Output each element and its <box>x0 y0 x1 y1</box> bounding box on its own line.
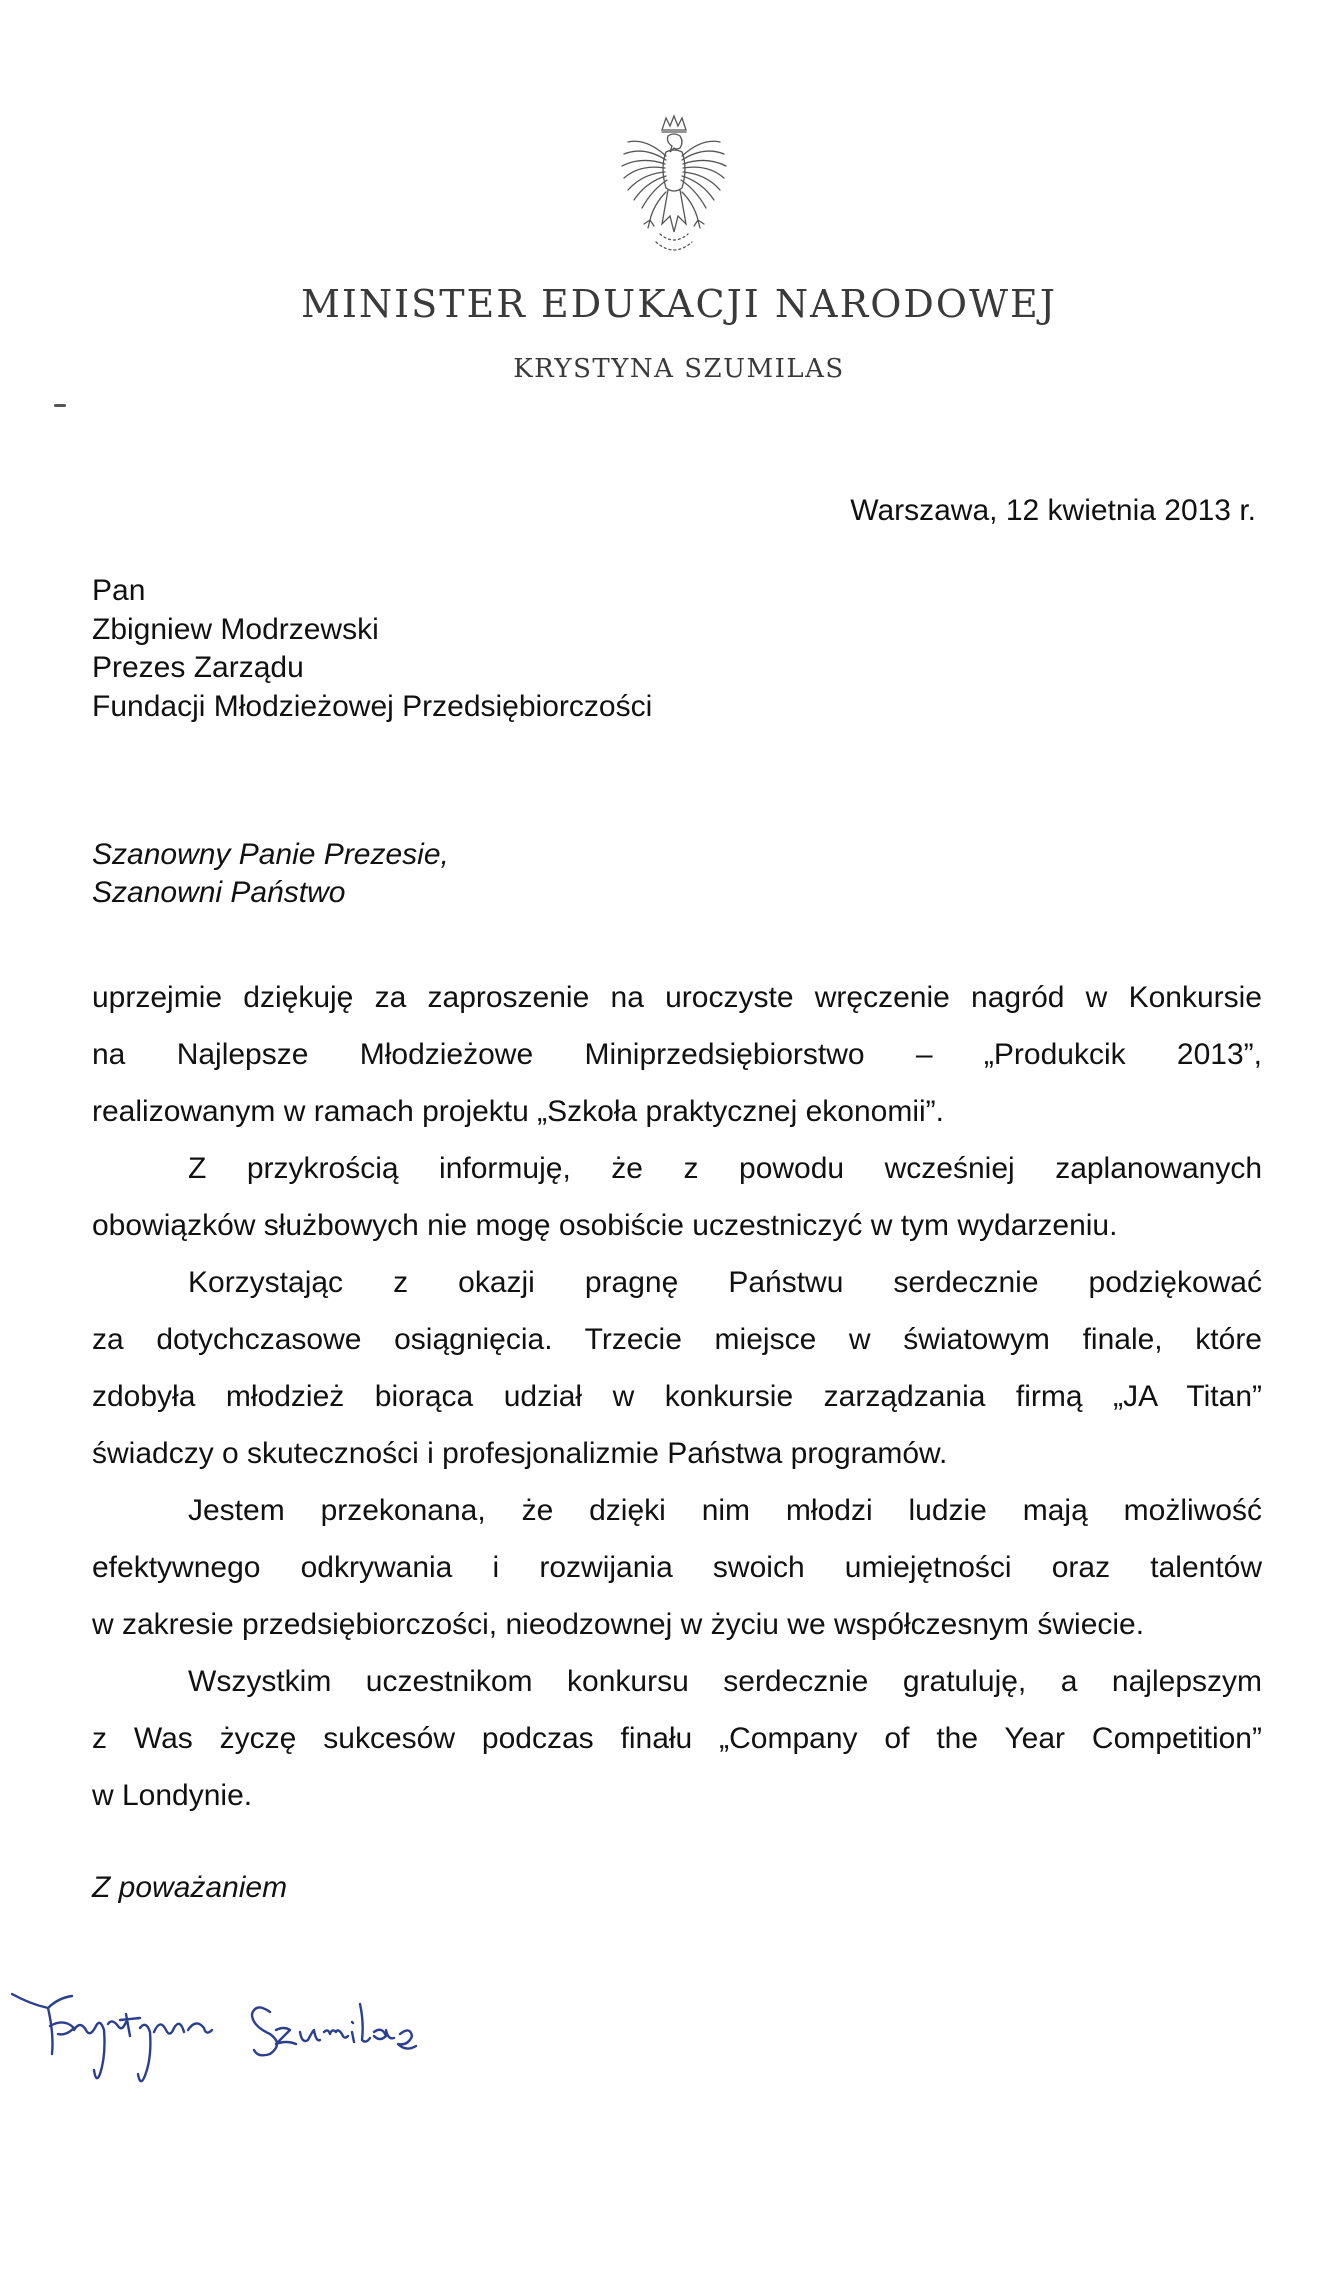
scan-speck <box>54 404 66 407</box>
closing: Z poważaniem <box>92 1871 288 1904</box>
body-line: Korzystając z okazji pragnę Państwu serdecznie podziękować <box>188 1266 1262 1299</box>
salutation-line: Szanowni Państwo <box>92 876 346 909</box>
body-line: efektywnego odkrywania i rozwijania swoich umiejętności oraz talentów <box>92 1551 1262 1584</box>
addressee-block <box>92 572 652 726</box>
body-line: na Najlepsze Młodzieżowe Miniprzedsiębiorstwo – „Produkcik 2013”, <box>92 1038 1262 1071</box>
polish-eagle-emblem-icon <box>610 112 738 260</box>
date-line: Warszawa, 12 kwietnia 2013 r. <box>850 494 1256 527</box>
addressee-line: Fundacji Młodzieżowej Przedsiębiorczości <box>92 689 653 723</box>
addressee-line: Pan <box>92 574 146 607</box>
body-line: za dotychczasowe osiągnięcia. Trzecie miejsce w światowym finale, które <box>92 1323 1262 1356</box>
handwritten-signature <box>8 1974 468 2094</box>
letter-body <box>92 969 1262 1824</box>
body-line: Wszystkim uczestnikom konkursu serdecznie gratuluję, a najlepszym <box>188 1665 1262 1698</box>
addressee-line: Zbigniew Modrzewski <box>92 612 379 646</box>
body-line: Z przykrością informuję, że z powodu wcześniej zaplanowanych <box>188 1152 1262 1185</box>
body-line: świadczy o skuteczności i profesjonalizmie Państwa programów. <box>92 1437 948 1470</box>
body-line: w Londynie. <box>92 1779 253 1812</box>
body-line: obowiązków służbowych nie mogę osobiście uczestniczyć w tym wydarzeniu. <box>92 1209 1118 1242</box>
body-line: w zakresie przedsiębiorczości, nieodzownej w życiu we współczesnym świecie. <box>92 1608 1145 1641</box>
salutation <box>92 836 449 912</box>
salutation-line: Szanowny Panie Prezesie, <box>92 838 449 871</box>
body-line: zdobyła młodzież biorąca udział w konkursie zarządzania firmą „JA Titan” <box>92 1380 1262 1413</box>
addressee-line: Prezes Zarządu <box>92 651 304 684</box>
body-line: uprzejmie dziękuję za zaproszenie na uroczyste wręczenie nagród w Konkursie <box>92 981 1262 1014</box>
body-line: Jestem przekonana, że dzięki nim młodzi ludzie mają możliwość <box>188 1494 1262 1527</box>
minister-name: KRYSTYNA SZUMILAS <box>513 354 845 384</box>
ministry-title: MINISTER EDUKACJI NARODOWEJ <box>300 282 1058 326</box>
body-line: realizowanym w ramach projektu „Szkoła praktycznej ekonomii”. <box>92 1095 944 1128</box>
body-line: z Was życzę sukcesów podczas finału „Company of the Year Competition” <box>92 1722 1262 1755</box>
